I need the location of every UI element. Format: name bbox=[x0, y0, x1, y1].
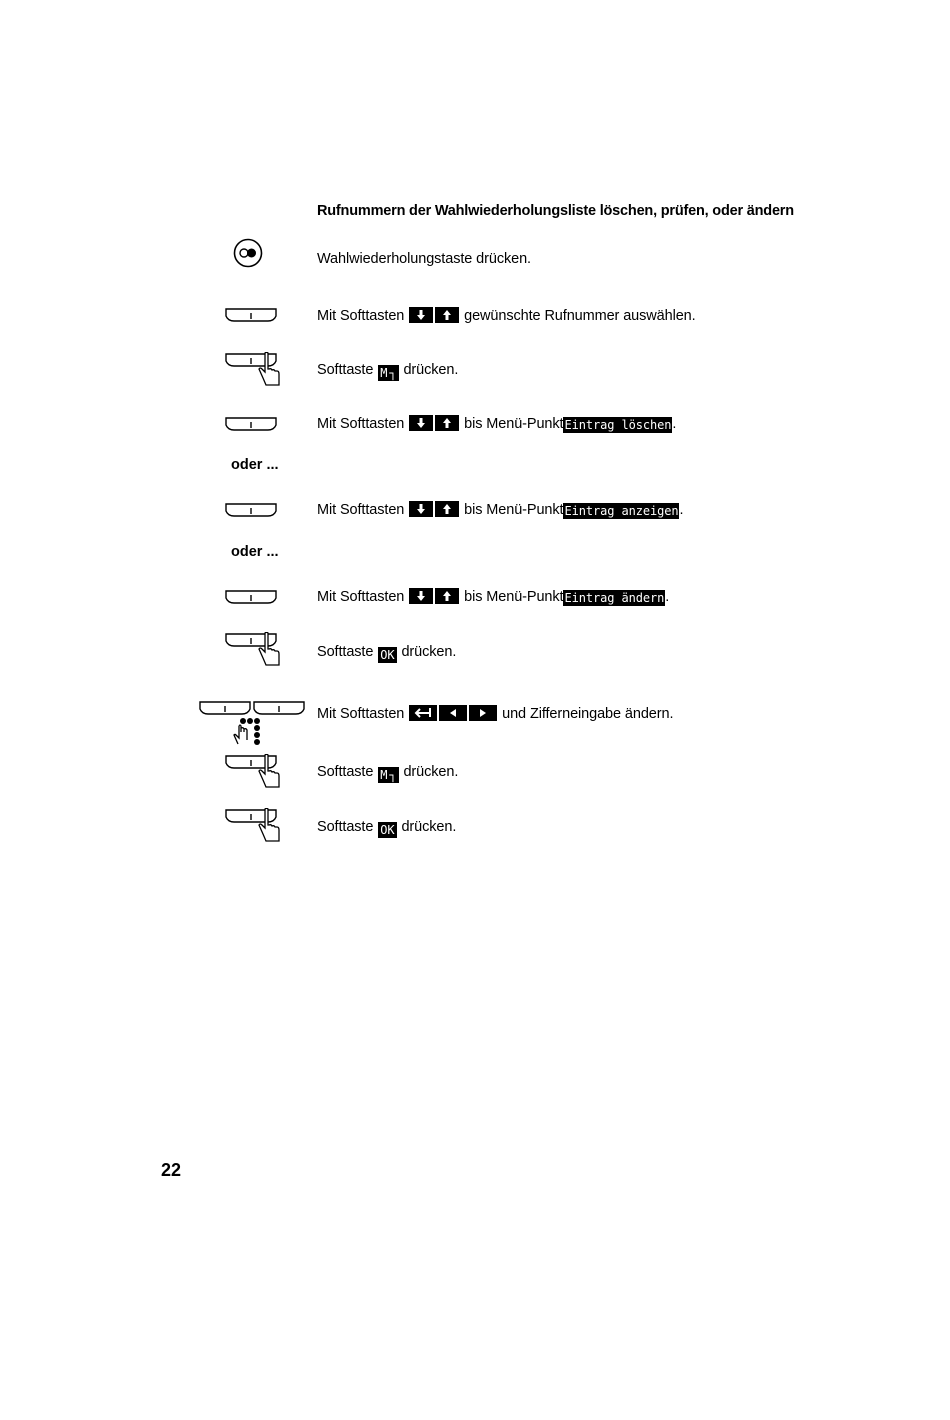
arrow-up-key-icon bbox=[435, 415, 459, 431]
softkey-press-icon bbox=[225, 808, 281, 844]
step-1: Wahlwiederholungstaste drücken. bbox=[317, 251, 531, 267]
softkey-press-icon bbox=[225, 754, 281, 790]
oder-label: oder ... bbox=[231, 544, 279, 560]
menu-item-label: Eintrag löschen bbox=[564, 418, 672, 432]
softkey-icon bbox=[225, 502, 277, 518]
arrow-down-key-icon bbox=[409, 307, 433, 323]
arrow-up-key-icon bbox=[435, 501, 459, 517]
redial-key-icon bbox=[233, 238, 263, 268]
mark-key-icon: M ┐ bbox=[380, 366, 397, 380]
softkey-icon bbox=[225, 416, 277, 432]
menu-item-label: Eintrag anzeigen bbox=[564, 504, 679, 518]
step-5: Mit Softtasten bis Menü-PunktEintrag anzeigen. bbox=[317, 502, 684, 518]
softkey-press-icon bbox=[225, 632, 281, 668]
softkey-icon bbox=[225, 589, 277, 605]
keypad-icon bbox=[232, 716, 264, 748]
page-number: 22 bbox=[161, 1160, 182, 1180]
arrow-up-key-icon bbox=[435, 307, 459, 323]
softkey-icon bbox=[253, 700, 305, 716]
ok-key-icon: OK bbox=[380, 648, 395, 662]
mark-key-icon: M ┐ bbox=[380, 768, 397, 782]
arrow-right-key-icon bbox=[469, 705, 497, 721]
step-4: Mit Softtasten bis Menü-PunktEintrag löschen. bbox=[317, 416, 677, 432]
step-7: Softtaste OK drücken. bbox=[317, 644, 457, 662]
arrow-down-key-icon bbox=[409, 588, 433, 604]
menu-item-label: Eintrag ändern bbox=[564, 591, 665, 605]
arrow-down-key-icon bbox=[409, 415, 433, 431]
arrow-down-key-icon bbox=[409, 501, 433, 517]
ok-key-icon: OK bbox=[380, 823, 395, 837]
step-9: Softtaste M ┐ drücken. bbox=[317, 764, 459, 782]
step-3: Softtaste M ┐ drücken. bbox=[317, 362, 459, 380]
arrow-up-key-icon bbox=[435, 588, 459, 604]
softkey-press-icon bbox=[225, 352, 281, 388]
back-key-icon bbox=[409, 705, 437, 721]
softkey-icon bbox=[199, 700, 251, 716]
step-8: Mit Softtasten und Zifferneingabe ändern. bbox=[317, 706, 674, 722]
oder-label: oder ... bbox=[231, 457, 279, 473]
arrow-left-key-icon bbox=[439, 705, 467, 721]
step-10: Softtaste OK drücken. bbox=[317, 819, 457, 837]
section-heading: Rufnummern der Wahlwiederholungsliste löschen, prüfen, oder ändern bbox=[317, 203, 794, 219]
step-2: Mit Softtasten gewünschte Rufnummer auswählen. bbox=[317, 308, 696, 324]
softkey-icon bbox=[225, 307, 277, 323]
step-6: Mit Softtasten bis Menü-PunktEintrag ändern. bbox=[317, 589, 670, 605]
